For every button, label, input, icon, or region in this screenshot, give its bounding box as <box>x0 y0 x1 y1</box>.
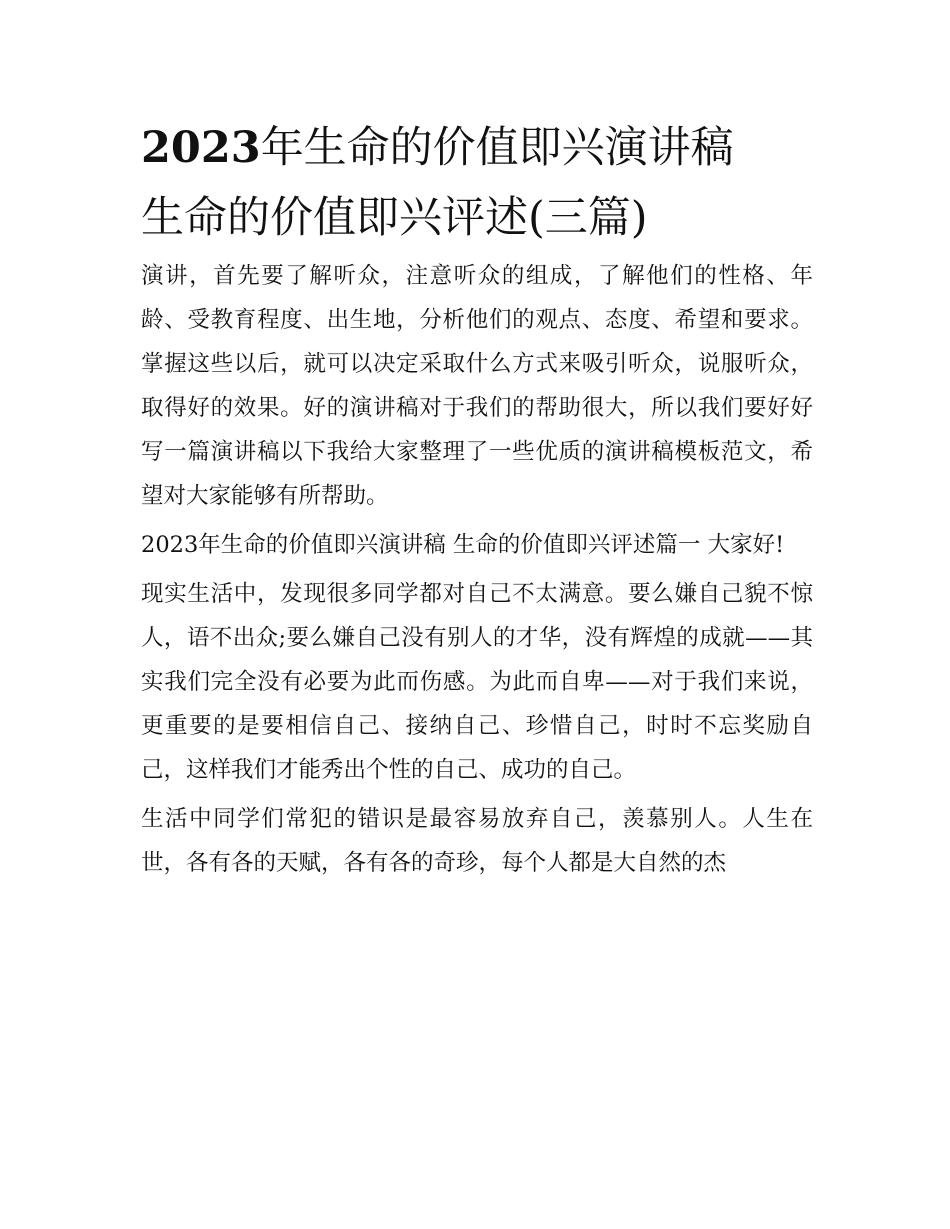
title-line-2: 生命的价值即兴评述(三篇) <box>141 193 648 243</box>
document-title <box>141 118 813 248</box>
document-page <box>141 118 813 885</box>
title-line-1-text: 年生命的价值即兴演讲稿 <box>260 123 734 173</box>
paragraph-body-2: 生活中同学们常犯的错识是最容易放弃自己，羡慕别人。人生在世，各有各的天赋，各有各的奇珍，每个人都是大自然的杰 <box>141 806 813 876</box>
paragraph-body-1: 现实生活中，发现很多同学都对自己不太满意。要么嫌自己貌不惊人，语不出众;要么嫌自己没有别人的才华，没有辉煌的成就——其实我们完全没有必要为此而伤感。为此而自卑——对于我们来说，更重要的是要相信自己、接纳自己、珍惜自己，时时不忘奖励自己，这样我们才能秀出个性的自己、成功的自己。 <box>141 581 813 783</box>
document-body <box>141 254 813 885</box>
title-year: 2023 <box>141 123 261 173</box>
paragraph-intro: 演讲，首先要了解听众，注意听众的组成，了解他们的性格、年龄、受教育程度、出生地，分析他们的观点、态度、希望和要求。掌握这些以后，就可以决定采取什么方式来吸引听众，说服听众，取得好的效果。好的演讲稿对于我们的帮助很大，所以我们要好好写一篇演讲稿以下我给大家整理了一些优质的演讲稿模板范文，希望对大家能够有所帮助。 <box>141 263 813 509</box>
title-line-1 <box>141 118 813 178</box>
paragraph-section-heading: 2023年生命的价值即兴演讲稿 生命的价值即兴评述篇一 大家好! <box>141 532 785 558</box>
